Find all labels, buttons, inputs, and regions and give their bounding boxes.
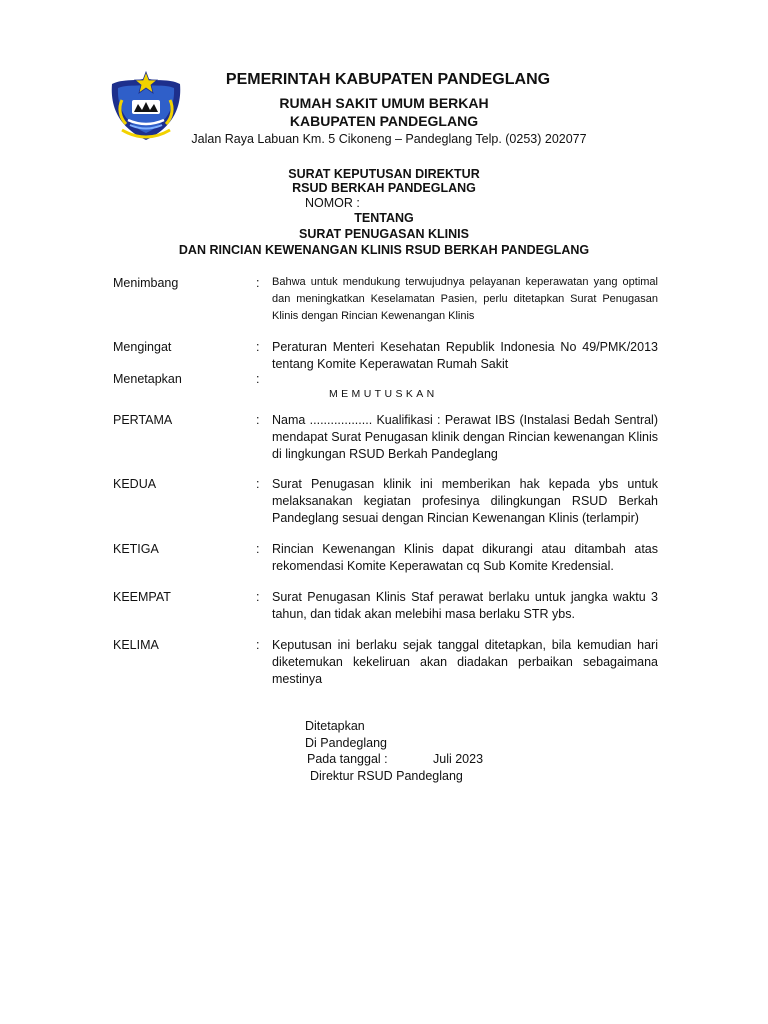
kelima-label: KELIMA [113, 638, 159, 652]
signature-location: Di Pandeglang [305, 736, 388, 750]
header-line-3: KABUPATEN PANDEGLANG [289, 113, 479, 129]
signature-date: Juli 2023 [433, 752, 484, 766]
menimbang-colon: : [256, 276, 260, 290]
ketiga-text: Rincian Kewenangan Klinis dapat dikurangi atau ditambah atas rekomendasi Komite Keperawatan cq Sub Komite Kredensial. [272, 542, 658, 573]
ketiga-colon: : [256, 542, 260, 556]
mengingat-colon: : [256, 340, 260, 354]
signature-date-label: Pada tanggal : [307, 752, 388, 766]
signature-title: Direktur RSUD Pandeglang [310, 769, 463, 783]
signature-ditetapkan: Ditetapkan [305, 719, 365, 733]
mengingat-label: Mengingat [113, 340, 172, 354]
kelima-text: Keputusan ini berlaku sejak tanggal ditetapkan, bila kemudian hari diketemukan kekeliruan akan diadakan perbaikan sebagaimana mestinya [272, 638, 658, 686]
header-line-2: RUMAH SAKIT UMUM BERKAH [279, 95, 489, 111]
menimbang-text: Bahwa untuk mendukung terwujudnya pelayanan keperawatan yang optimal dan meningkatkan Keselamatan Pasien, perlu ditetapkan Surat Penugasan Klinis dengan Rincian Kewenangan Klinis [272, 276, 658, 322]
title-line-3: TENTANG [354, 211, 414, 225]
keempat-colon: : [256, 590, 260, 604]
pertama-label: PERTAMA [113, 413, 173, 427]
menimbang-label: Menimbang [113, 276, 179, 290]
title-nomor: NOMOR : [305, 196, 360, 210]
kelima-colon: : [256, 638, 260, 652]
menetapkan-label: Menetapkan [113, 372, 182, 386]
header-line-1: PEMERINTAH KABUPATEN PANDEGLANG [225, 71, 551, 88]
title-line-1: SURAT KEPUTUSAN DIREKTUR [288, 167, 480, 181]
kedua-label: KEDUA [113, 477, 157, 491]
title-line-4: SURAT PENUGASAN KLINIS [299, 227, 469, 241]
ketiga-label: KETIGA [113, 542, 159, 556]
header-address: Jalan Raya Labuan Km. 5 Cikoneng – Pandeglang Telp. (0253) 202077 [191, 132, 587, 146]
keempat-label: KEEMPAT [113, 590, 171, 604]
kedua-text: Surat Penugasan klinik ini memberikan hak kepada ybs untuk melaksanakan kegiatan profesinya dilingkungan RSUD Berkah Pandeglang sesuai dengan Rincian Kewenangan Klinis (terlampir) [272, 477, 658, 525]
pertama-text: Nama .................. Kualifikasi : Perawat IBS (Instalasi Bedah Sentral) mendapat Surat Penugasan klinik dengan Rincian kewenangan Klinis di lingkungan RSUD Berkah Pandeglang [272, 413, 658, 461]
menetapkan-colon: : [256, 372, 260, 386]
title-line-5: DAN RINCIAN KEWENANGAN KLINIS RSUD BERKAH PANDEGLANG [178, 243, 590, 257]
keempat-text: Surat Penugasan Klinis Staf perawat berlaku untuk jangka waktu 3 tahun, dan tidak akan melebihi masa berlaku STR ybs. [272, 590, 658, 621]
memutuskan-heading: MEMUTUSKAN [329, 388, 438, 400]
title-line-2: RSUD BERKAH PANDEGLANG [292, 181, 476, 195]
kedua-colon: : [256, 477, 260, 491]
mengingat-text: Peraturan Menteri Kesehatan Republik Indonesia No 49/PMK/2013 tentang Komite Keperawatan Rumah Sakit [272, 340, 658, 371]
pertama-colon: : [256, 413, 260, 427]
